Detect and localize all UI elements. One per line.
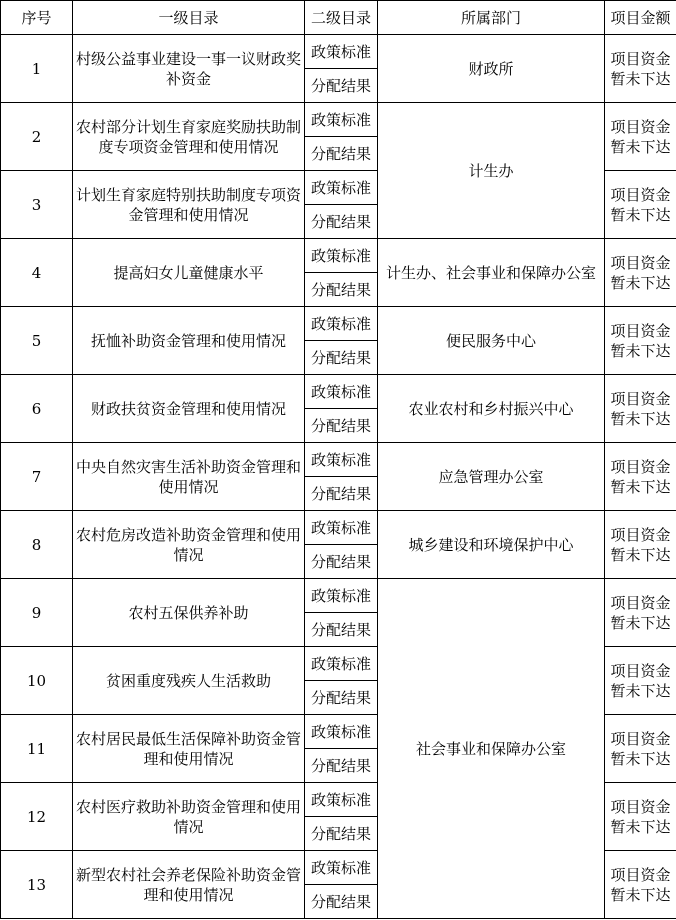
row-level1-title: 中央自然灾害生活补助资金管理和使用情况 [73,443,305,511]
row-policy-label: 政策标准 [305,851,378,885]
row-result-label: 分配结果 [305,817,378,851]
row-policy-label: 政策标准 [305,715,378,749]
row-policy-label: 政策标准 [305,307,378,341]
row-dept: 城乡建设和环境保护中心 [378,511,605,579]
row-level1-title: 农村医疗救助补助资金管理和使用情况 [73,783,305,851]
row-result-label: 分配结果 [305,273,378,307]
row-seq: 9 [1,579,73,647]
row-amount: 项目资金暂未下达 [605,35,676,103]
table-row [1,35,676,69]
row-seq: 7 [1,443,73,511]
row-policy-label: 政策标准 [305,443,378,477]
row-dept: 便民服务中心 [378,307,605,375]
row-result-label: 分配结果 [305,613,378,647]
row-seq: 3 [1,171,73,239]
table-row [1,579,676,613]
row-seq: 8 [1,511,73,579]
row-policy-label: 政策标准 [305,511,378,545]
row-seq: 5 [1,307,73,375]
row-amount: 项目资金暂未下达 [605,851,676,919]
row-seq: 13 [1,851,73,919]
row-amount: 项目资金暂未下达 [605,239,676,307]
row-result-label: 分配结果 [305,409,378,443]
row-amount: 项目资金暂未下达 [605,307,676,375]
row-dept: 农业农村和乡村振兴中心 [378,375,605,443]
row-level1-title: 抚恤补助资金管理和使用情况 [73,307,305,375]
row-level1-title: 村级公益事业建设一事一议财政奖补资金 [73,35,305,103]
row-policy-label: 政策标准 [305,647,378,681]
table-row [1,375,676,409]
row-policy-label: 政策标准 [305,171,378,205]
row-level1-title: 提高妇女儿童健康水平 [73,239,305,307]
row-seq: 10 [1,647,73,715]
row-level1-title: 农村部分计划生育家庭奖励扶助制度专项资金管理和使用情况 [73,103,305,171]
row-seq: 2 [1,103,73,171]
row-seq: 6 [1,375,73,443]
row-dept: 计生办、社会事业和保障办公室 [378,239,605,307]
row-level1-title: 新型农村社会养老保险补助资金管理和使用情况 [73,851,305,919]
row-dept: 计生办 [378,103,605,239]
header-level2: 二级目录 [305,1,378,35]
row-amount: 项目资金暂未下达 [605,783,676,851]
table-row [1,239,676,273]
row-level1-title: 农村危房改造补助资金管理和使用情况 [73,511,305,579]
row-amount: 项目资金暂未下达 [605,715,676,783]
row-seq: 12 [1,783,73,851]
table-body [1,35,676,919]
row-amount: 项目资金暂未下达 [605,511,676,579]
row-result-label: 分配结果 [305,69,378,103]
row-policy-label: 政策标准 [305,375,378,409]
row-result-label: 分配结果 [305,205,378,239]
row-result-label: 分配结果 [305,681,378,715]
row-seq: 1 [1,35,73,103]
row-result-label: 分配结果 [305,341,378,375]
row-amount: 项目资金暂未下达 [605,103,676,171]
row-amount: 项目资金暂未下达 [605,579,676,647]
table-row [1,511,676,545]
row-level1-title: 农村五保供养补助 [73,579,305,647]
row-level1-title: 财政扶贫资金管理和使用情况 [73,375,305,443]
header-dept: 所属部门 [378,1,605,35]
header-row [1,1,676,35]
row-policy-label: 政策标准 [305,579,378,613]
row-policy-label: 政策标准 [305,783,378,817]
row-seq: 4 [1,239,73,307]
row-amount: 项目资金暂未下达 [605,375,676,443]
row-amount: 项目资金暂未下达 [605,171,676,239]
row-result-label: 分配结果 [305,137,378,171]
row-amount: 项目资金暂未下达 [605,647,676,715]
row-level1-title: 农村居民最低生活保障补助资金管理和使用情况 [73,715,305,783]
table-row [1,443,676,477]
row-dept: 财政所 [378,35,605,103]
row-dept: 应急管理办公室 [378,443,605,511]
row-result-label: 分配结果 [305,545,378,579]
row-dept: 社会事业和保障办公室 [378,579,605,919]
row-level1-title: 贫困重度残疾人生活救助 [73,647,305,715]
row-result-label: 分配结果 [305,477,378,511]
table-row [1,307,676,341]
table-row [1,103,676,137]
header-level1: 一级目录 [73,1,305,35]
row-level1-title: 计划生育家庭特别扶助制度专项资金管理和使用情况 [73,171,305,239]
row-policy-label: 政策标准 [305,239,378,273]
row-result-label: 分配结果 [305,749,378,783]
row-result-label: 分配结果 [305,885,378,919]
header-amount: 项目金额 [605,1,676,35]
header-seq: 序号 [1,1,73,35]
row-amount: 项目资金暂未下达 [605,443,676,511]
row-policy-label: 政策标准 [305,103,378,137]
row-seq: 11 [1,715,73,783]
row-policy-label: 政策标准 [305,35,378,69]
